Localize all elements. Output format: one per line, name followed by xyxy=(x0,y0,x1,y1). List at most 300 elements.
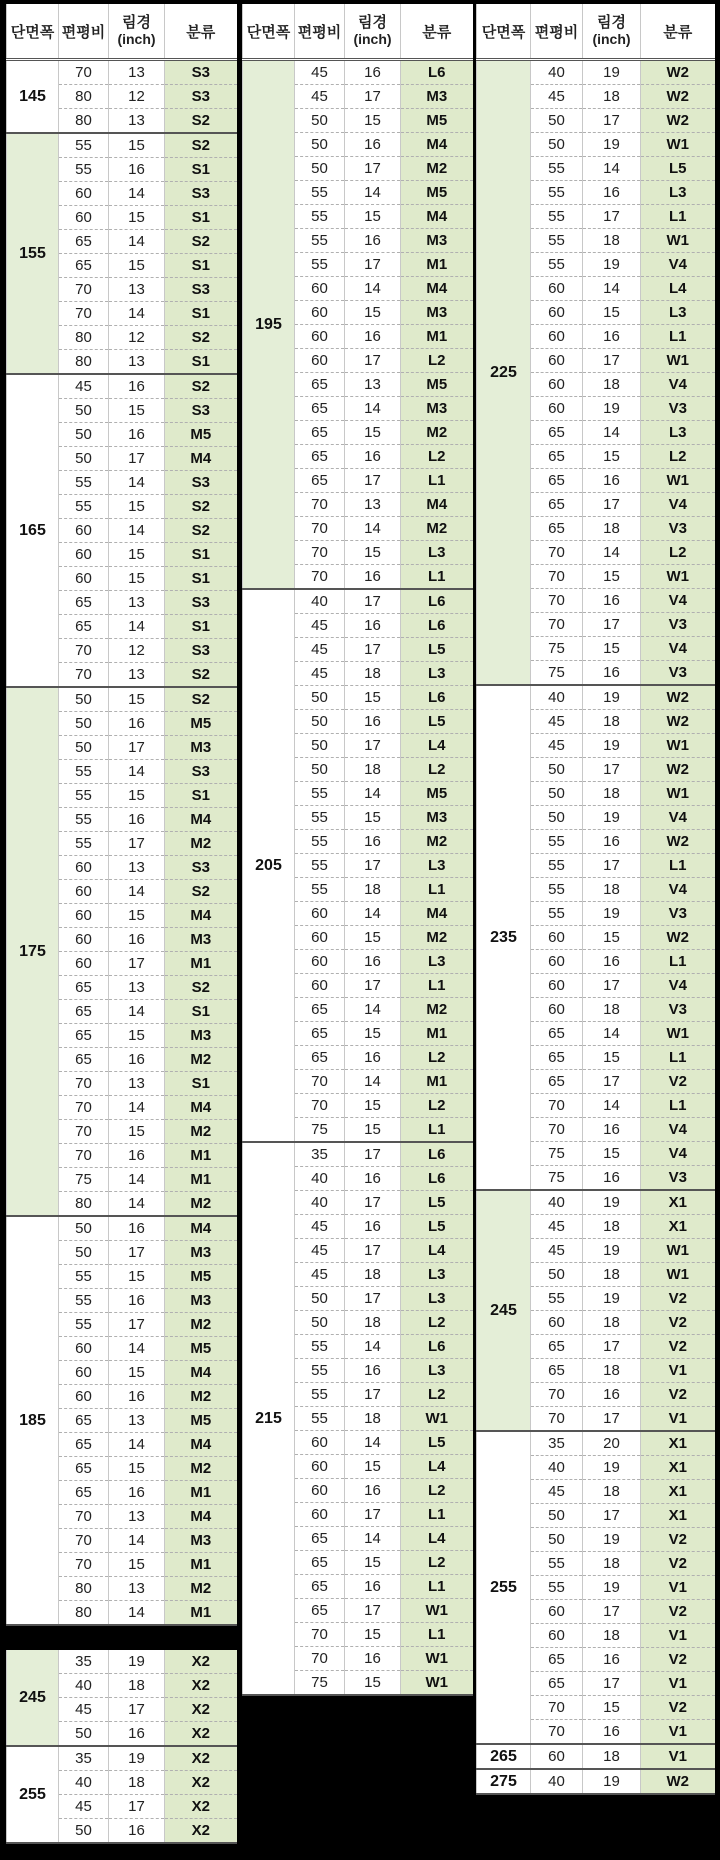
ratio-cell: 35 xyxy=(295,1142,345,1167)
ratio-cell: 70 xyxy=(531,541,583,565)
ratio-cell: 60 xyxy=(531,1311,583,1335)
rim-cell: 14 xyxy=(345,517,401,541)
ratio-cell: 40 xyxy=(295,589,345,614)
class-cell: M2 xyxy=(401,830,473,854)
rim-cell: 14 xyxy=(583,277,641,301)
ratio-cell: 55 xyxy=(531,253,583,277)
ratio-cell: 70 xyxy=(531,1094,583,1118)
class-cell: M1 xyxy=(401,1070,473,1094)
class-cell: W2 xyxy=(641,710,715,734)
class-cell: S3 xyxy=(165,60,237,85)
rim-cell: 18 xyxy=(345,662,401,686)
rim-cell: 19 xyxy=(583,1456,641,1480)
rim-cell: 16 xyxy=(109,808,165,832)
header-ratio: 편평비 xyxy=(59,4,109,60)
rim-cell: 18 xyxy=(583,1215,641,1239)
table-row xyxy=(7,1216,237,1241)
ratio-cell: 65 xyxy=(295,1599,345,1623)
rim-cell: 15 xyxy=(109,1457,165,1481)
rim-cell: 14 xyxy=(109,471,165,495)
rim-cell: 17 xyxy=(345,1142,401,1167)
ratio-cell: 65 xyxy=(59,1000,109,1024)
rim-cell: 16 xyxy=(109,1481,165,1505)
ratio-cell: 50 xyxy=(59,399,109,423)
rim-cell: 13 xyxy=(109,663,165,688)
rim-cell: 18 xyxy=(345,1407,401,1431)
ratio-cell: 65 xyxy=(59,976,109,1000)
class-cell: V4 xyxy=(641,974,715,998)
ratio-cell: 40 xyxy=(295,1191,345,1215)
class-cell: S1 xyxy=(165,543,237,567)
class-cell: S3 xyxy=(165,591,237,615)
ratio-cell: 45 xyxy=(295,85,345,109)
ratio-cell: 35 xyxy=(531,1431,583,1456)
class-cell: M4 xyxy=(401,205,473,229)
rim-cell: 16 xyxy=(345,1575,401,1599)
class-cell: L2 xyxy=(401,1094,473,1118)
ratio-cell: 35 xyxy=(59,1746,109,1771)
rim-cell: 14 xyxy=(345,782,401,806)
class-cell: L5 xyxy=(401,1431,473,1455)
ratio-cell: 45 xyxy=(295,1263,345,1287)
spec-table-2 xyxy=(242,4,473,1696)
class-cell: L2 xyxy=(401,1551,473,1575)
width-cell: 255 xyxy=(477,1431,531,1744)
ratio-cell: 55 xyxy=(531,854,583,878)
class-cell: S2 xyxy=(165,109,237,134)
ratio-cell: 60 xyxy=(59,206,109,230)
ratio-cell: 70 xyxy=(59,1529,109,1553)
ratio-cell: 60 xyxy=(531,373,583,397)
class-cell: M1 xyxy=(165,952,237,976)
class-cell: M2 xyxy=(165,1313,237,1337)
class-cell: L3 xyxy=(401,1287,473,1311)
ratio-cell: 40 xyxy=(295,1167,345,1191)
ratio-cell: 55 xyxy=(295,1335,345,1359)
class-cell: L2 xyxy=(401,1311,473,1335)
rim-cell: 18 xyxy=(583,85,641,109)
rim-cell: 14 xyxy=(109,615,165,639)
ratio-cell: 60 xyxy=(531,1600,583,1624)
rim-cell: 13 xyxy=(109,60,165,85)
ratio-cell: 65 xyxy=(59,1481,109,1505)
class-cell: W1 xyxy=(641,133,715,157)
rim-cell: 18 xyxy=(583,229,641,253)
rim-cell: 18 xyxy=(583,1552,641,1576)
ratio-cell: 60 xyxy=(531,397,583,421)
rim-cell: 17 xyxy=(583,613,641,637)
rim-cell: 15 xyxy=(345,1455,401,1479)
rim-cell: 16 xyxy=(583,181,641,205)
table-row xyxy=(7,133,237,158)
class-cell: L1 xyxy=(641,205,715,229)
class-cell: L3 xyxy=(401,541,473,565)
ratio-cell: 50 xyxy=(59,1819,109,1844)
class-cell: V4 xyxy=(641,493,715,517)
ratio-cell: 60 xyxy=(295,277,345,301)
class-cell: W2 xyxy=(641,1769,715,1794)
ratio-cell: 55 xyxy=(531,830,583,854)
ratio-cell: 50 xyxy=(295,686,345,710)
ratio-cell: 70 xyxy=(59,302,109,326)
rim-cell: 18 xyxy=(583,998,641,1022)
class-cell: L3 xyxy=(401,854,473,878)
rim-cell: 13 xyxy=(345,493,401,517)
rim-cell: 15 xyxy=(109,1361,165,1385)
ratio-cell: 55 xyxy=(531,205,583,229)
ratio-cell: 60 xyxy=(295,1431,345,1455)
ratio-cell: 60 xyxy=(531,998,583,1022)
class-cell: L2 xyxy=(401,1046,473,1070)
ratio-cell: 60 xyxy=(531,950,583,974)
rim-cell: 17 xyxy=(345,1503,401,1527)
ratio-cell: 55 xyxy=(531,1576,583,1600)
rim-cell: 16 xyxy=(345,60,401,85)
ratio-cell: 55 xyxy=(59,133,109,158)
class-cell: S1 xyxy=(165,350,237,375)
class-cell: V3 xyxy=(641,613,715,637)
rim-cell: 17 xyxy=(345,974,401,998)
ratio-cell: 55 xyxy=(295,253,345,277)
ratio-cell: 45 xyxy=(295,1215,345,1239)
rim-cell: 18 xyxy=(583,517,641,541)
rim-cell: 19 xyxy=(583,253,641,277)
class-cell: L1 xyxy=(401,1118,473,1143)
class-cell: V3 xyxy=(641,661,715,686)
class-cell: L6 xyxy=(401,1167,473,1191)
ratio-cell: 65 xyxy=(59,1409,109,1433)
rim-cell: 17 xyxy=(345,1191,401,1215)
ratio-cell: 60 xyxy=(531,325,583,349)
rim-cell: 12 xyxy=(109,326,165,350)
width-cell: 185 xyxy=(7,1216,59,1625)
rim-cell: 15 xyxy=(345,109,401,133)
class-cell: M4 xyxy=(165,904,237,928)
class-cell: M3 xyxy=(401,229,473,253)
class-cell: M2 xyxy=(401,421,473,445)
class-cell: L4 xyxy=(641,277,715,301)
rim-cell: 19 xyxy=(583,1287,641,1311)
ratio-cell: 70 xyxy=(295,1647,345,1671)
rim-cell: 18 xyxy=(583,1480,641,1504)
ratio-cell: 70 xyxy=(531,565,583,589)
class-cell: V2 xyxy=(641,1528,715,1552)
ratio-cell: 70 xyxy=(531,589,583,613)
rim-cell: 18 xyxy=(109,1674,165,1698)
width-cell: 205 xyxy=(243,589,295,1142)
ratio-cell: 40 xyxy=(59,1771,109,1795)
ratio-cell: 55 xyxy=(531,902,583,926)
spec-table-3 xyxy=(476,4,715,1795)
class-cell: W1 xyxy=(641,782,715,806)
rim-cell: 19 xyxy=(583,60,641,85)
ratio-cell: 75 xyxy=(531,1166,583,1191)
header-row xyxy=(243,4,473,60)
class-cell: S2 xyxy=(165,880,237,904)
rim-cell: 17 xyxy=(583,109,641,133)
class-cell: M3 xyxy=(401,85,473,109)
ratio-cell: 70 xyxy=(59,1120,109,1144)
ratio-cell: 65 xyxy=(59,591,109,615)
ratio-cell: 60 xyxy=(295,926,345,950)
ratio-cell: 60 xyxy=(59,1385,109,1409)
rim-cell: 17 xyxy=(109,1698,165,1722)
ratio-cell: 65 xyxy=(295,1551,345,1575)
rim-cell: 16 xyxy=(109,1048,165,1072)
rim-cell: 14 xyxy=(583,541,641,565)
class-cell: M2 xyxy=(401,998,473,1022)
table-column-1 xyxy=(6,4,236,1626)
class-cell: L1 xyxy=(401,565,473,590)
class-cell: S3 xyxy=(165,856,237,880)
ratio-cell: 55 xyxy=(295,854,345,878)
class-cell: S2 xyxy=(165,230,237,254)
rim-cell: 14 xyxy=(345,181,401,205)
rim-cell: 15 xyxy=(345,1623,401,1647)
ratio-cell: 50 xyxy=(59,687,109,712)
ratio-cell: 60 xyxy=(295,950,345,974)
rim-cell: 14 xyxy=(583,1022,641,1046)
rim-cell: 15 xyxy=(109,495,165,519)
ratio-cell: 50 xyxy=(531,1263,583,1287)
table-row xyxy=(7,1746,237,1771)
ratio-cell: 65 xyxy=(531,1070,583,1094)
ratio-cell: 45 xyxy=(531,85,583,109)
class-cell: M2 xyxy=(401,517,473,541)
ratio-cell: 80 xyxy=(59,326,109,350)
ratio-cell: 40 xyxy=(531,60,583,85)
rim-cell: 19 xyxy=(583,806,641,830)
ratio-cell: 55 xyxy=(531,181,583,205)
class-cell: X1 xyxy=(641,1431,715,1456)
class-cell: M1 xyxy=(165,1168,237,1192)
ratio-cell: 65 xyxy=(531,469,583,493)
class-cell: L6 xyxy=(401,1142,473,1167)
class-cell: M2 xyxy=(165,1385,237,1409)
rim-cell: 16 xyxy=(583,1383,641,1407)
class-cell: X1 xyxy=(641,1480,715,1504)
rim-cell: 16 xyxy=(345,229,401,253)
ratio-cell: 70 xyxy=(59,1505,109,1529)
class-cell: L1 xyxy=(401,1503,473,1527)
ratio-cell: 60 xyxy=(59,567,109,591)
rim-cell: 16 xyxy=(583,1648,641,1672)
ratio-cell: 80 xyxy=(59,1577,109,1601)
rim-cell: 16 xyxy=(583,1166,641,1191)
class-cell: M4 xyxy=(401,133,473,157)
class-cell: V2 xyxy=(641,1335,715,1359)
rim-cell: 13 xyxy=(109,1409,165,1433)
rim-cell: 15 xyxy=(109,567,165,591)
ratio-cell: 70 xyxy=(59,1096,109,1120)
ratio-cell: 55 xyxy=(531,1552,583,1576)
rim-cell: 16 xyxy=(345,1167,401,1191)
rim-cell: 15 xyxy=(109,206,165,230)
class-cell: M5 xyxy=(401,373,473,397)
rim-cell: 17 xyxy=(109,1313,165,1337)
rim-cell: 18 xyxy=(345,1263,401,1287)
rim-cell: 16 xyxy=(583,1118,641,1142)
rim-cell: 17 xyxy=(583,854,641,878)
class-cell: W2 xyxy=(641,830,715,854)
rim-cell: 15 xyxy=(109,904,165,928)
ratio-cell: 50 xyxy=(531,782,583,806)
table-row xyxy=(477,1190,715,1215)
rim-cell: 14 xyxy=(345,1527,401,1551)
ratio-cell: 65 xyxy=(531,1672,583,1696)
class-cell: M3 xyxy=(165,736,237,760)
class-cell: M2 xyxy=(401,157,473,181)
rim-cell: 17 xyxy=(345,157,401,181)
rim-cell: 13 xyxy=(109,856,165,880)
ratio-cell: 80 xyxy=(59,1192,109,1217)
class-cell: V2 xyxy=(641,1287,715,1311)
ratio-cell: 70 xyxy=(59,60,109,85)
ratio-cell: 65 xyxy=(531,1046,583,1070)
class-cell: L1 xyxy=(641,950,715,974)
ratio-cell: 50 xyxy=(59,736,109,760)
rim-cell: 13 xyxy=(109,1577,165,1601)
header-width: 단면폭 xyxy=(477,4,531,60)
ratio-cell: 65 xyxy=(531,1359,583,1383)
class-cell: W1 xyxy=(641,229,715,253)
rim-cell: 13 xyxy=(109,350,165,375)
width-cell: 175 xyxy=(7,687,59,1216)
ratio-cell: 65 xyxy=(59,1433,109,1457)
class-cell: L2 xyxy=(401,1383,473,1407)
rim-cell: 17 xyxy=(109,447,165,471)
class-cell: M2 xyxy=(165,1577,237,1601)
rim-cell: 18 xyxy=(345,1311,401,1335)
class-cell: L1 xyxy=(401,974,473,998)
ratio-cell: 45 xyxy=(531,710,583,734)
class-cell: V3 xyxy=(641,1166,715,1191)
spec-table-1 xyxy=(6,4,237,1626)
ratio-cell: 55 xyxy=(531,1287,583,1311)
header-rim: 림경 (inch) xyxy=(109,4,165,60)
rim-cell: 15 xyxy=(345,301,401,325)
rim-cell: 14 xyxy=(109,880,165,904)
ratio-cell: 70 xyxy=(531,613,583,637)
class-cell: X2 xyxy=(165,1795,237,1819)
ratio-cell: 50 xyxy=(59,423,109,447)
ratio-cell: 55 xyxy=(295,229,345,253)
class-cell: V4 xyxy=(641,637,715,661)
ratio-cell: 75 xyxy=(531,637,583,661)
class-cell: L2 xyxy=(401,758,473,782)
class-cell: V1 xyxy=(641,1576,715,1600)
rim-cell: 18 xyxy=(583,1624,641,1648)
rim-cell: 17 xyxy=(583,758,641,782)
ratio-cell: 65 xyxy=(59,230,109,254)
ratio-cell: 60 xyxy=(531,1624,583,1648)
class-cell: V4 xyxy=(641,373,715,397)
header-rim: 림경 (inch) xyxy=(583,4,641,60)
table-row xyxy=(243,60,473,85)
ratio-cell: 50 xyxy=(295,133,345,157)
class-cell: L4 xyxy=(401,734,473,758)
class-cell: S1 xyxy=(165,206,237,230)
ratio-cell: 60 xyxy=(59,952,109,976)
rim-cell: 16 xyxy=(345,1046,401,1070)
ratio-cell: 55 xyxy=(295,1359,345,1383)
class-cell: M3 xyxy=(401,806,473,830)
class-cell: L5 xyxy=(641,157,715,181)
rim-cell: 19 xyxy=(583,1576,641,1600)
ratio-cell: 65 xyxy=(531,1022,583,1046)
ratio-cell: 70 xyxy=(59,1072,109,1096)
class-cell: M2 xyxy=(165,1457,237,1481)
class-cell: X2 xyxy=(165,1771,237,1795)
table-row xyxy=(7,1650,237,1674)
rim-cell: 17 xyxy=(583,349,641,373)
rim-cell: 16 xyxy=(345,710,401,734)
ratio-cell: 45 xyxy=(531,734,583,758)
width-cell: 145 xyxy=(7,60,59,134)
header-row xyxy=(477,4,715,60)
rim-cell: 17 xyxy=(109,736,165,760)
rim-cell: 14 xyxy=(345,902,401,926)
ratio-cell: 65 xyxy=(59,615,109,639)
rim-cell: 17 xyxy=(345,1287,401,1311)
rim-cell: 15 xyxy=(345,1094,401,1118)
class-cell: S1 xyxy=(165,302,237,326)
class-cell: X2 xyxy=(165,1746,237,1771)
ratio-cell: 60 xyxy=(59,519,109,543)
rim-cell: 13 xyxy=(109,976,165,1000)
class-cell: L2 xyxy=(401,1479,473,1503)
ratio-cell: 50 xyxy=(295,1311,345,1335)
rim-cell: 15 xyxy=(109,1265,165,1289)
class-cell: S2 xyxy=(165,133,237,158)
width-cell: 155 xyxy=(7,133,59,374)
ratio-cell: 45 xyxy=(59,1795,109,1819)
table-row xyxy=(477,1744,715,1769)
rim-cell: 15 xyxy=(583,301,641,325)
table-row xyxy=(7,60,237,85)
rim-cell: 16 xyxy=(345,1479,401,1503)
rim-cell: 16 xyxy=(345,325,401,349)
ratio-cell: 55 xyxy=(295,181,345,205)
rim-cell: 13 xyxy=(345,373,401,397)
class-cell: M4 xyxy=(401,493,473,517)
ratio-cell: 70 xyxy=(295,517,345,541)
width-cell: 265 xyxy=(477,1744,531,1769)
rim-cell: 14 xyxy=(345,998,401,1022)
class-cell: M4 xyxy=(165,1216,237,1241)
class-cell: V4 xyxy=(641,1142,715,1166)
header-ratio: 편평비 xyxy=(531,4,583,60)
rim-cell: 18 xyxy=(583,373,641,397)
table-column-1b xyxy=(6,1650,236,1844)
class-cell: M5 xyxy=(165,1337,237,1361)
class-cell: V1 xyxy=(641,1672,715,1696)
rim-cell: 18 xyxy=(583,1359,641,1383)
rim-cell: 15 xyxy=(345,686,401,710)
class-cell: W1 xyxy=(641,734,715,758)
class-cell: S2 xyxy=(165,687,237,712)
class-cell: M2 xyxy=(165,1048,237,1072)
class-cell: V1 xyxy=(641,1359,715,1383)
ratio-cell: 55 xyxy=(295,806,345,830)
header-width: 단면폭 xyxy=(7,4,59,60)
class-cell: L4 xyxy=(401,1527,473,1551)
class-cell: M3 xyxy=(165,928,237,952)
class-cell: M1 xyxy=(165,1144,237,1168)
ratio-cell: 50 xyxy=(295,710,345,734)
rim-cell: 15 xyxy=(345,541,401,565)
ratio-cell: 40 xyxy=(531,1190,583,1215)
